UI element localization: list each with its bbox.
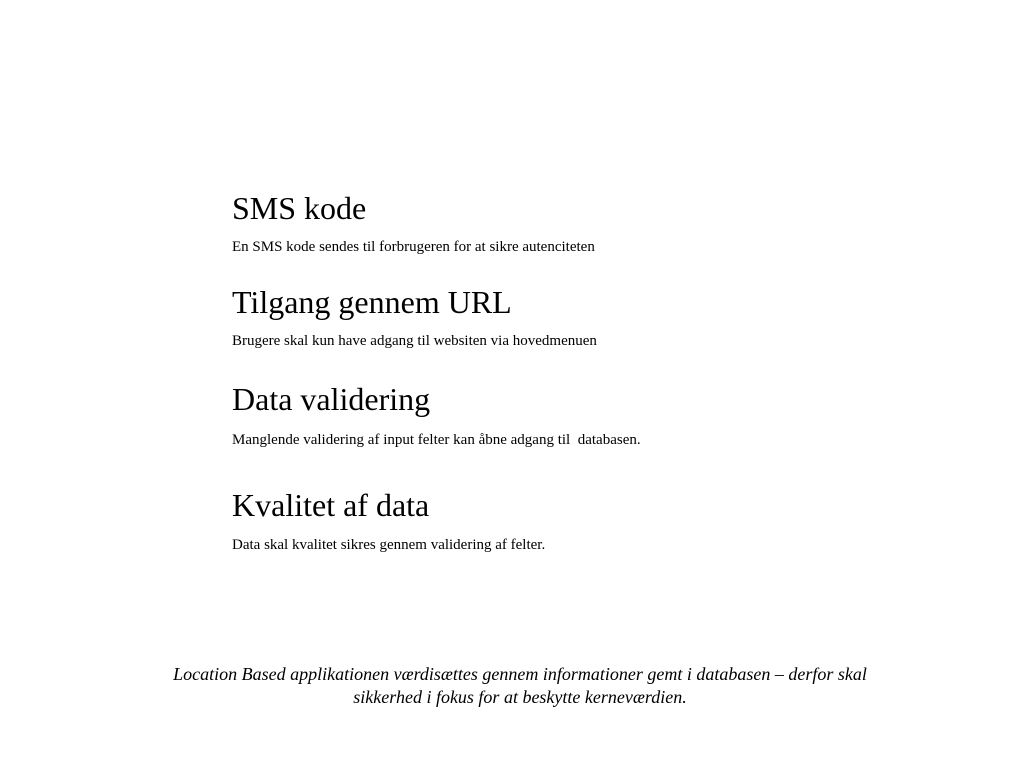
section-description: En SMS kode sendes til forbrugeren for at sikre autenciteten [232, 239, 595, 255]
section-heading: Tilgang gennem URL [232, 284, 512, 320]
section-sms-kode [232, 190, 595, 256]
section-data-validering [232, 381, 641, 449]
section-description: Brugere skal kun have adgang til websiten via hovedmenuen [232, 333, 597, 349]
section-heading: Kvalitet af data [232, 487, 430, 523]
section-kvalitet-af-data [232, 487, 545, 554]
section-heading: Data validering [232, 381, 431, 417]
section-description: Manglende validering af input felter kan åbne adgang til databasen. [232, 432, 641, 448]
section-description: Data skal kvalitet sikres gennem validering af felter. [232, 537, 546, 553]
section-heading: SMS kode [232, 190, 367, 226]
footer-note: Location Based applikationen værdisættes gennem informationer gemt i databasen – derfor skal sikkerhed i fokus for at beskytte kerneværdien. [173, 664, 867, 707]
section-tilgang-gennem-url [232, 284, 597, 350]
